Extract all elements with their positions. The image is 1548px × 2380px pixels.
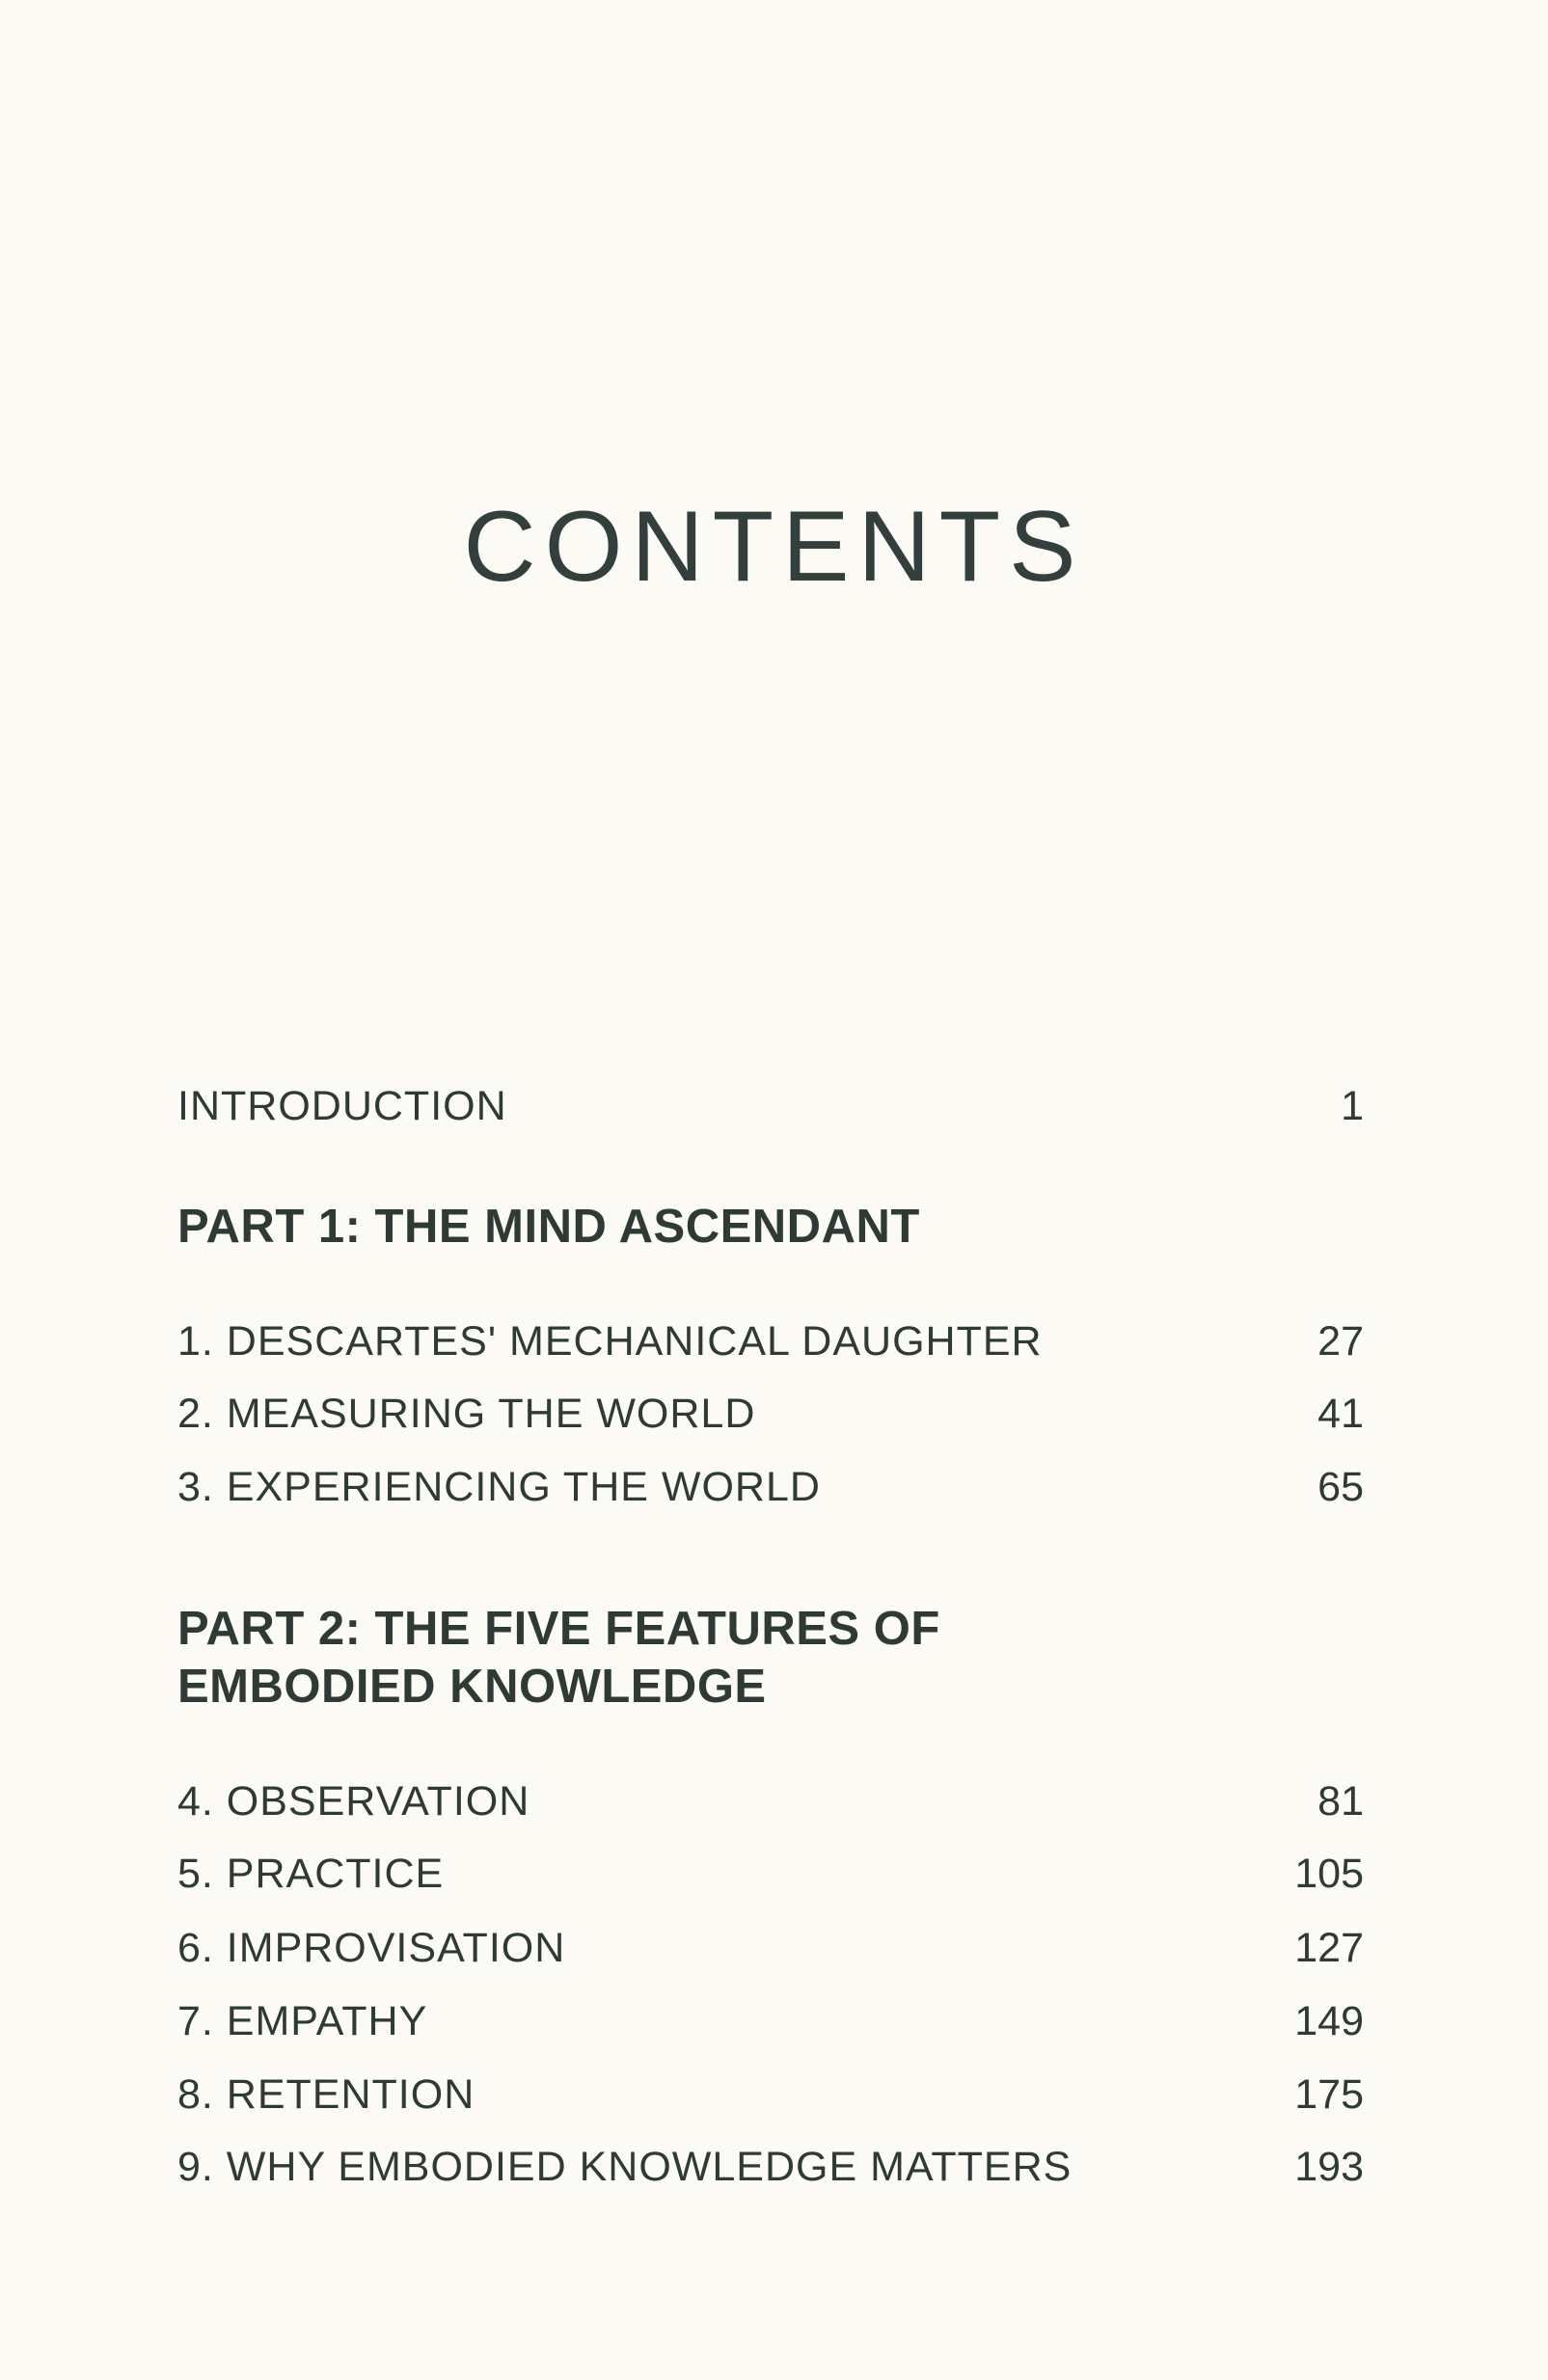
toc-entry-label: 4. OBSERVATION bbox=[177, 1778, 530, 1825]
toc-entry[interactable] bbox=[177, 1998, 1364, 2044]
toc-entry-label: 8. RETENTION bbox=[177, 2071, 475, 2118]
part2-heading-line2: EMBODIED KNOWLEDGE bbox=[177, 1661, 767, 1713]
part2-heading-line1: PART 2: THE FIVE FEATURES OF bbox=[177, 1603, 940, 1655]
toc-entry[interactable] bbox=[177, 2071, 1364, 2118]
toc-entry-label: 7. EMPATHY bbox=[177, 1998, 428, 2044]
toc-entry-page: 127 bbox=[1294, 1925, 1364, 1971]
toc-entry-page: 81 bbox=[1317, 1778, 1364, 1825]
toc-entry-introduction[interactable] bbox=[177, 1083, 1364, 1129]
toc-entry-page: 1 bbox=[1341, 1083, 1364, 1129]
toc-entry-page: 65 bbox=[1317, 1464, 1364, 1510]
toc-entry-label: 6. IMPROVISATION bbox=[177, 1925, 566, 1971]
toc-entry-label: 1. DESCARTES' MECHANICAL DAUGHTER bbox=[177, 1318, 1043, 1365]
toc-entry-label: 5. PRACTICE bbox=[177, 1851, 445, 1897]
toc-entry-label: 3. EXPERIENCING THE WORLD bbox=[177, 1464, 821, 1510]
toc-entry[interactable] bbox=[177, 1393, 1364, 1435]
part1-heading: PART 1: THE MIND ASCENDANT bbox=[177, 1201, 920, 1253]
toc-entry-page: 27 bbox=[1317, 1318, 1364, 1365]
toc-entry[interactable] bbox=[177, 1318, 1364, 1365]
page-title: CONTENTS bbox=[463, 491, 1085, 603]
toc-entry-page: 105 bbox=[1294, 1851, 1364, 1897]
toc-entry[interactable] bbox=[177, 1778, 1364, 1825]
toc-entry-label: 9. WHY EMBODIED KNOWLEDGE MATTERS bbox=[177, 2144, 1073, 2190]
toc-entry-page: 193 bbox=[1294, 2144, 1364, 2190]
toc-entry-page: 149 bbox=[1294, 1998, 1364, 2044]
toc-entry[interactable] bbox=[177, 2144, 1364, 2190]
toc-entry-page: 175 bbox=[1294, 2071, 1364, 2118]
toc-entry-page: 41 bbox=[1317, 1391, 1364, 1437]
toc-entry[interactable] bbox=[177, 1925, 1364, 1971]
toc-entry[interactable] bbox=[177, 1464, 1364, 1510]
toc-entry-label: INTRODUCTION bbox=[177, 1083, 507, 1129]
part2-heading bbox=[177, 1600, 940, 1716]
toc-entry[interactable] bbox=[177, 1853, 1364, 1895]
toc-entry-label: 2. MEASURING THE WORLD bbox=[177, 1391, 756, 1437]
